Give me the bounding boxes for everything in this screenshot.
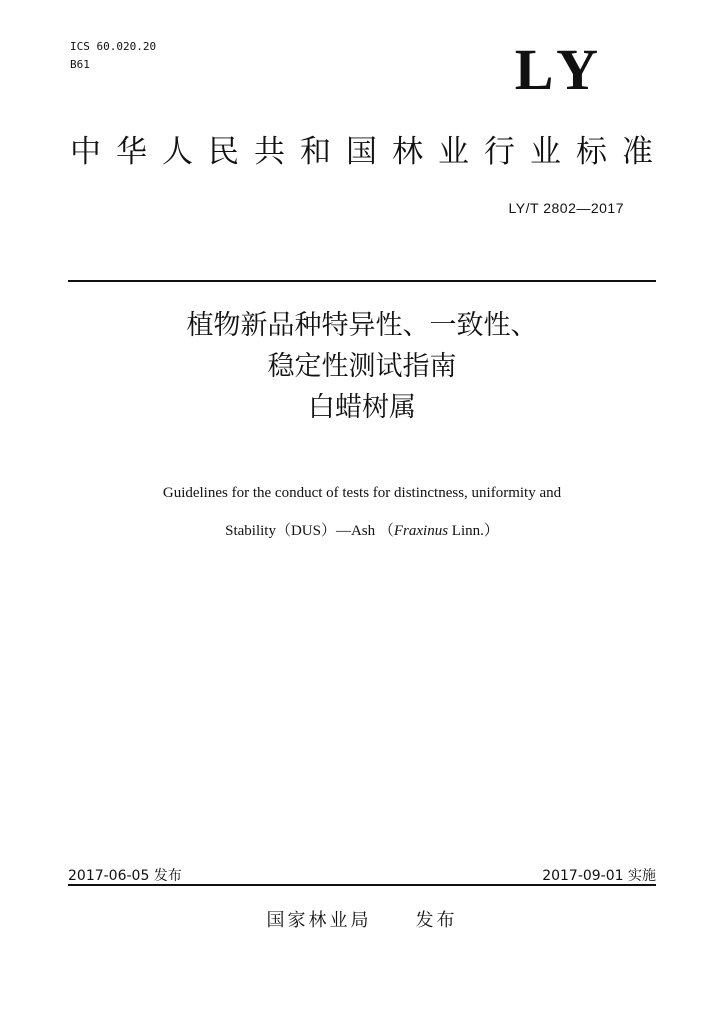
chinese-document-title [0,305,724,428]
english-document-title [0,481,724,543]
en-title-line-2-suffix: Linn.） [448,523,499,539]
standard-code: LY/T 2802—2017 [508,200,624,216]
cn-title-line-2: 稳定性测试指南 [267,351,457,382]
issuer-name: 国家林业局 [266,910,372,931]
en-title-line-2 [0,519,724,543]
en-title-line-1: Guidelines for the conduct of tests for distinctness, uniformity and [162,485,562,501]
publish-date: 2017-06-05 发布 [68,868,182,884]
cn-title-line-3: 白蜡树属 [308,392,416,423]
standard-title: 中华人民共和国林业行业标准 [70,134,668,170]
implement-date: 2017-09-01 实施 [542,868,656,884]
en-title-line-2-prefix: Stability（DUS）—Ash （ [225,523,394,539]
ly-logo: LY [514,37,606,102]
top-divider [68,280,656,282]
classification-codes [70,38,156,74]
issuer-line [0,906,724,932]
cn-title-line-1: 植物新品种特异性、一致性、 [186,310,538,341]
bottom-divider [68,884,656,886]
ics-code: ICS 60.020.20 [70,40,157,53]
category-code: B61 [70,58,90,71]
issue-label: 发布 [415,910,458,931]
en-title-genus-name: Fraxinus [393,523,449,539]
